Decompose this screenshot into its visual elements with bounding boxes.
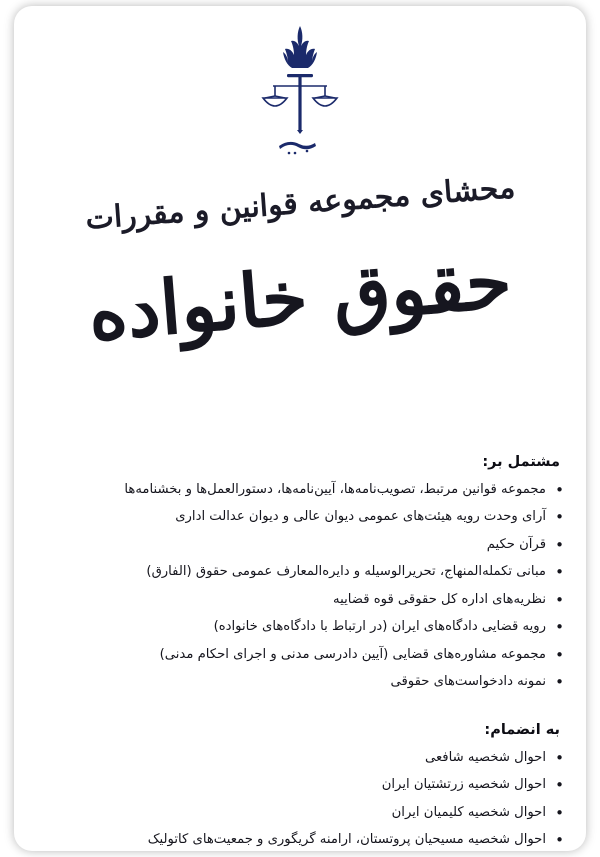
list-item: • احوال شخصیه مسیحیان پروتستان، ارامنه گریگوری و جمعیت‌های کاتولیک bbox=[32, 830, 568, 850]
list-item: • مبانی تکمله‌المنهاج، تحریرالوسیله و دایره‌المعارف عمومی حقوق (الفارق) bbox=[32, 562, 568, 582]
list-item: • نظریه‌های اداره کل حقوقی قوه قضاییه bbox=[32, 590, 568, 610]
cover-content bbox=[32, 454, 568, 851]
list-item: • احوال شخصیه شافعی bbox=[32, 748, 568, 768]
section-heading-appendix: به انضمام: bbox=[484, 721, 560, 738]
main-title-text: حقوق خانواده bbox=[85, 238, 515, 358]
list-item: • مجموعه قوانین مرتبط، تصویب‌نامه‌ها، آیین‌نامه‌ها، دستورالعمل‌ها و بخشنامه‌ها bbox=[32, 480, 568, 500]
cover-card bbox=[14, 6, 586, 851]
includes-list bbox=[32, 480, 568, 693]
judiciary-emblem-icon bbox=[259, 20, 341, 166]
section-spacer bbox=[32, 700, 568, 722]
subtitle-text: محشای مجموعه قوانین و مقررات bbox=[83, 170, 517, 237]
list-item: • احوال شخصیه کلیمیان ایران bbox=[32, 803, 568, 823]
emblem-container bbox=[14, 20, 586, 166]
list-item: • رویه قضایی دادگاه‌های ایران (در ارتباط با دادگاه‌های خانواده) bbox=[32, 617, 568, 637]
title-block bbox=[14, 170, 586, 358]
list-item: • آرای وحدت رویه هیئت‌های عمومی دیوان عالی و دیوان عدالت اداری bbox=[32, 507, 568, 527]
list-item: • قرآن حکیم bbox=[32, 535, 568, 555]
section-heading-includes: مشتمل بر: bbox=[482, 454, 560, 470]
list-item: • نمونه دادخواست‌های حقوقی bbox=[32, 672, 568, 692]
appendix-list bbox=[32, 748, 568, 851]
list-item: • احوال شخصیه زرتشتیان ایران bbox=[32, 775, 568, 795]
list-item: • مجموعه مشاوره‌های قضایی (آیین دادرسی مدنی و اجرای احکام مدنی) bbox=[32, 645, 568, 665]
